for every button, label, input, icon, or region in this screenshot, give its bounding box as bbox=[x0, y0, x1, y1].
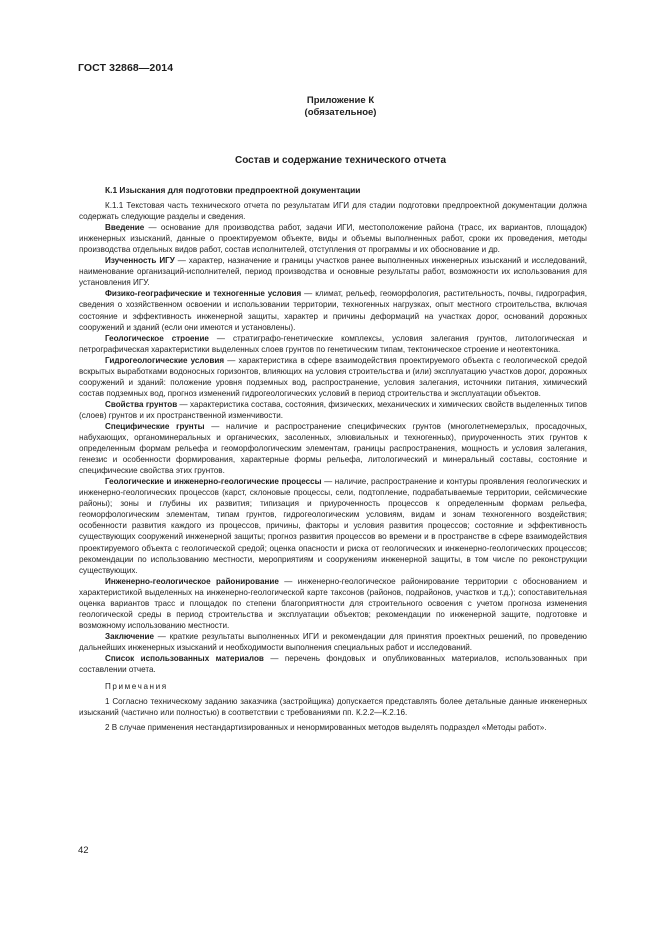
paragraph-intro: К.1.1 Текстовая часть технического отчета по результатам ИГИ для стадии подготовки предпроектной документации должна содержать следующие разделы и сведения. bbox=[79, 201, 587, 222]
note-item: 1 Согласно техническому заданию заказчика (застройщика) допускается представлять более детальные данные инженерных изысканий (частично или полностью) в соответствии с требованиями пп. К.2.2—К.2.16. bbox=[79, 697, 587, 718]
paragraph-geological-structure: Геологическое строение — стратиграфо-генетические комплексы, условия залегания грунтов, литологическая и петрографическая характеристики выделенных слоев грунтов по генетическим типам, тектоническое строение и неотектоника. bbox=[79, 333, 587, 354]
term: Инженерно-геологическое районирование bbox=[105, 576, 279, 586]
term: Физико-географические и техногенные условия bbox=[105, 289, 302, 299]
paragraph-hydrogeological: Гидрогеологические условия — характеристика в сфере взаимодействия проектируемого объекта с геологической средой вскрытых выработками водоносных горизонтов, влияющих на условия строительства и (или) эксплуатацию участков дорог, дорожных сооружений и зданий: положение уровня подземных вод, распространение, условия залегания, источники питания, химический состав подземных вод, прогноз изменений гидрогеологических условий в период строительства и эксплуатации объектов. bbox=[79, 355, 587, 398]
term: Гидрогеологические условия bbox=[105, 355, 225, 365]
notes-heading: Примечания bbox=[105, 682, 168, 692]
paragraph-geological-processes: Геологические и инженерно-геологические процессы — наличие, распространение и контуры проявления геологических и инженерно-геологических процессов (карст, склоновые процессы, сели, подтопление, подрабатываемые территории, сейсмические районы); зоны и глубины их развития; типизация и приуроченность процессов к определенным формам рельефа, геоморфологическим элементам, типам грунтов, гидрогеологическим условиям, видам и зонам техногенного воздействия; особенности развития каждого из процессов, причины, факторы и условия развития процессов; состояние и эффективность существующих сооружений инженерной защиты; прогноз развития процессов во времени и в пространстве в сфере взаимодействия проектируемого объекта с геологической средой; оценка опасности и риска от геологических и инженерно-геологических процессов; рекомендации по использованию местности, мероприятиям и сооружениям инженерной защиты, в том числе по реконструкции существующих. bbox=[79, 477, 588, 575]
paragraph-study-level: Изученность ИГУ — характер, назначение и границы участков ранее выполненных инженерных изысканий и исследований, наименование организаций-исполнителей, период производства и основные результаты работ, возможности их использования для установления ИГУ. bbox=[79, 256, 587, 288]
term: Геологические и инженерно-геологические процессы bbox=[105, 477, 322, 487]
page-number: 42 bbox=[78, 845, 89, 856]
appendix-title: Приложение К bbox=[306, 95, 375, 106]
paragraph-zoning: Инженерно-геологическое районирование — инженерно-геологическое районирование территории с обоснованием и характеристикой выделенных на инженерно-геологической карте таксонов (районов, подрайонов, участков и т.д.); сопоставительная оценка вариантов трасс и площадок по степени благоприятности для строительного освоения с учетом прогноза изменения геологической среды в период строительства и эксплуатации объектов; рекомендации по инженерной защите, подготовке и возможному использованию местности. bbox=[79, 576, 587, 630]
term: Заключение bbox=[105, 631, 155, 641]
appendix-header bbox=[0, 95, 661, 119]
paragraph-introduction: Введение — основание для производства работ, задачи ИГИ, местоположение района (трасс, их вариантов, площадок) инженерных изысканий, данные о проектируемом объекте, виды и объемы выполненных работ, сроки их проведения, методы производства отдельных видов работ, состав исполнителей, отступления от программы и их обоснование и др. bbox=[79, 223, 587, 255]
document-code: ГОСТ 32868—2014 bbox=[78, 62, 174, 74]
paragraph-specific-soils: Специфические грунты — наличие и распространение специфических грунтов (многолетнемерзлых, просадочных, набухающих, органоминеральных и органических, засоленных, элювиальных и техногенных), приуроченность этих грунтов к определенным формам рельефа и геоморфологическим элементам, границы распространения, мощность и условия залегания, генезис и особенности формирования, характерные формы рельефа, литологический и минеральный составы, состояние и специфические свойства этих грунтов. bbox=[79, 421, 587, 476]
term: Список использованных материалов bbox=[105, 653, 264, 663]
paragraph-soil-properties: Свойства грунтов — характеристика состава, состояния, физических, механических и химических свойств выделенных типов (слоев) грунтов и их пространственной изменчивости. bbox=[79, 399, 588, 420]
document-body bbox=[79, 185, 587, 737]
paragraph-physical-geographic: Физико-географические и техногенные условия — климат, рельеф, геоморфология, растительность, почвы, гидрография, сведения о хозяйственном освоении и использовании территории, техногенных нагрузках, опыт местного строительства, включая состояние и эффективность инженерной защиты, характер и причины деформаций на участках дорог, оснований дорожных сооружений и зданий (если они имеются и установлены). bbox=[79, 289, 587, 332]
paragraph-conclusion: Заключение — краткие результаты выполненных ИГИ и рекомендации для принятия проектных решений, по проведению дальнейших инженерных изысканий и необходимости выполнения специальных работ и исследований. bbox=[79, 631, 587, 652]
term: Введение bbox=[105, 223, 145, 233]
appendix-status: (обязательное) bbox=[304, 107, 377, 118]
term: Изученность ИГУ bbox=[105, 256, 175, 266]
section-title: Состав и содержание технического отчета bbox=[234, 155, 447, 166]
note-item: 2 В случае применения нестандартизированных и ненормированных методов выделять подраздел «Методы работ». bbox=[105, 723, 547, 733]
term: Геологическое строение bbox=[105, 333, 209, 343]
paragraph-references: Список использованных материалов — перечень фондовых и опубликованных материалов, использованных при составлении отчета. bbox=[79, 653, 587, 675]
term: Специфические грунты bbox=[105, 421, 205, 431]
term: Свойства грунтов bbox=[105, 399, 178, 409]
subsection-title: К.1 Изыскания для подготовки предпроектной документации bbox=[105, 185, 361, 195]
